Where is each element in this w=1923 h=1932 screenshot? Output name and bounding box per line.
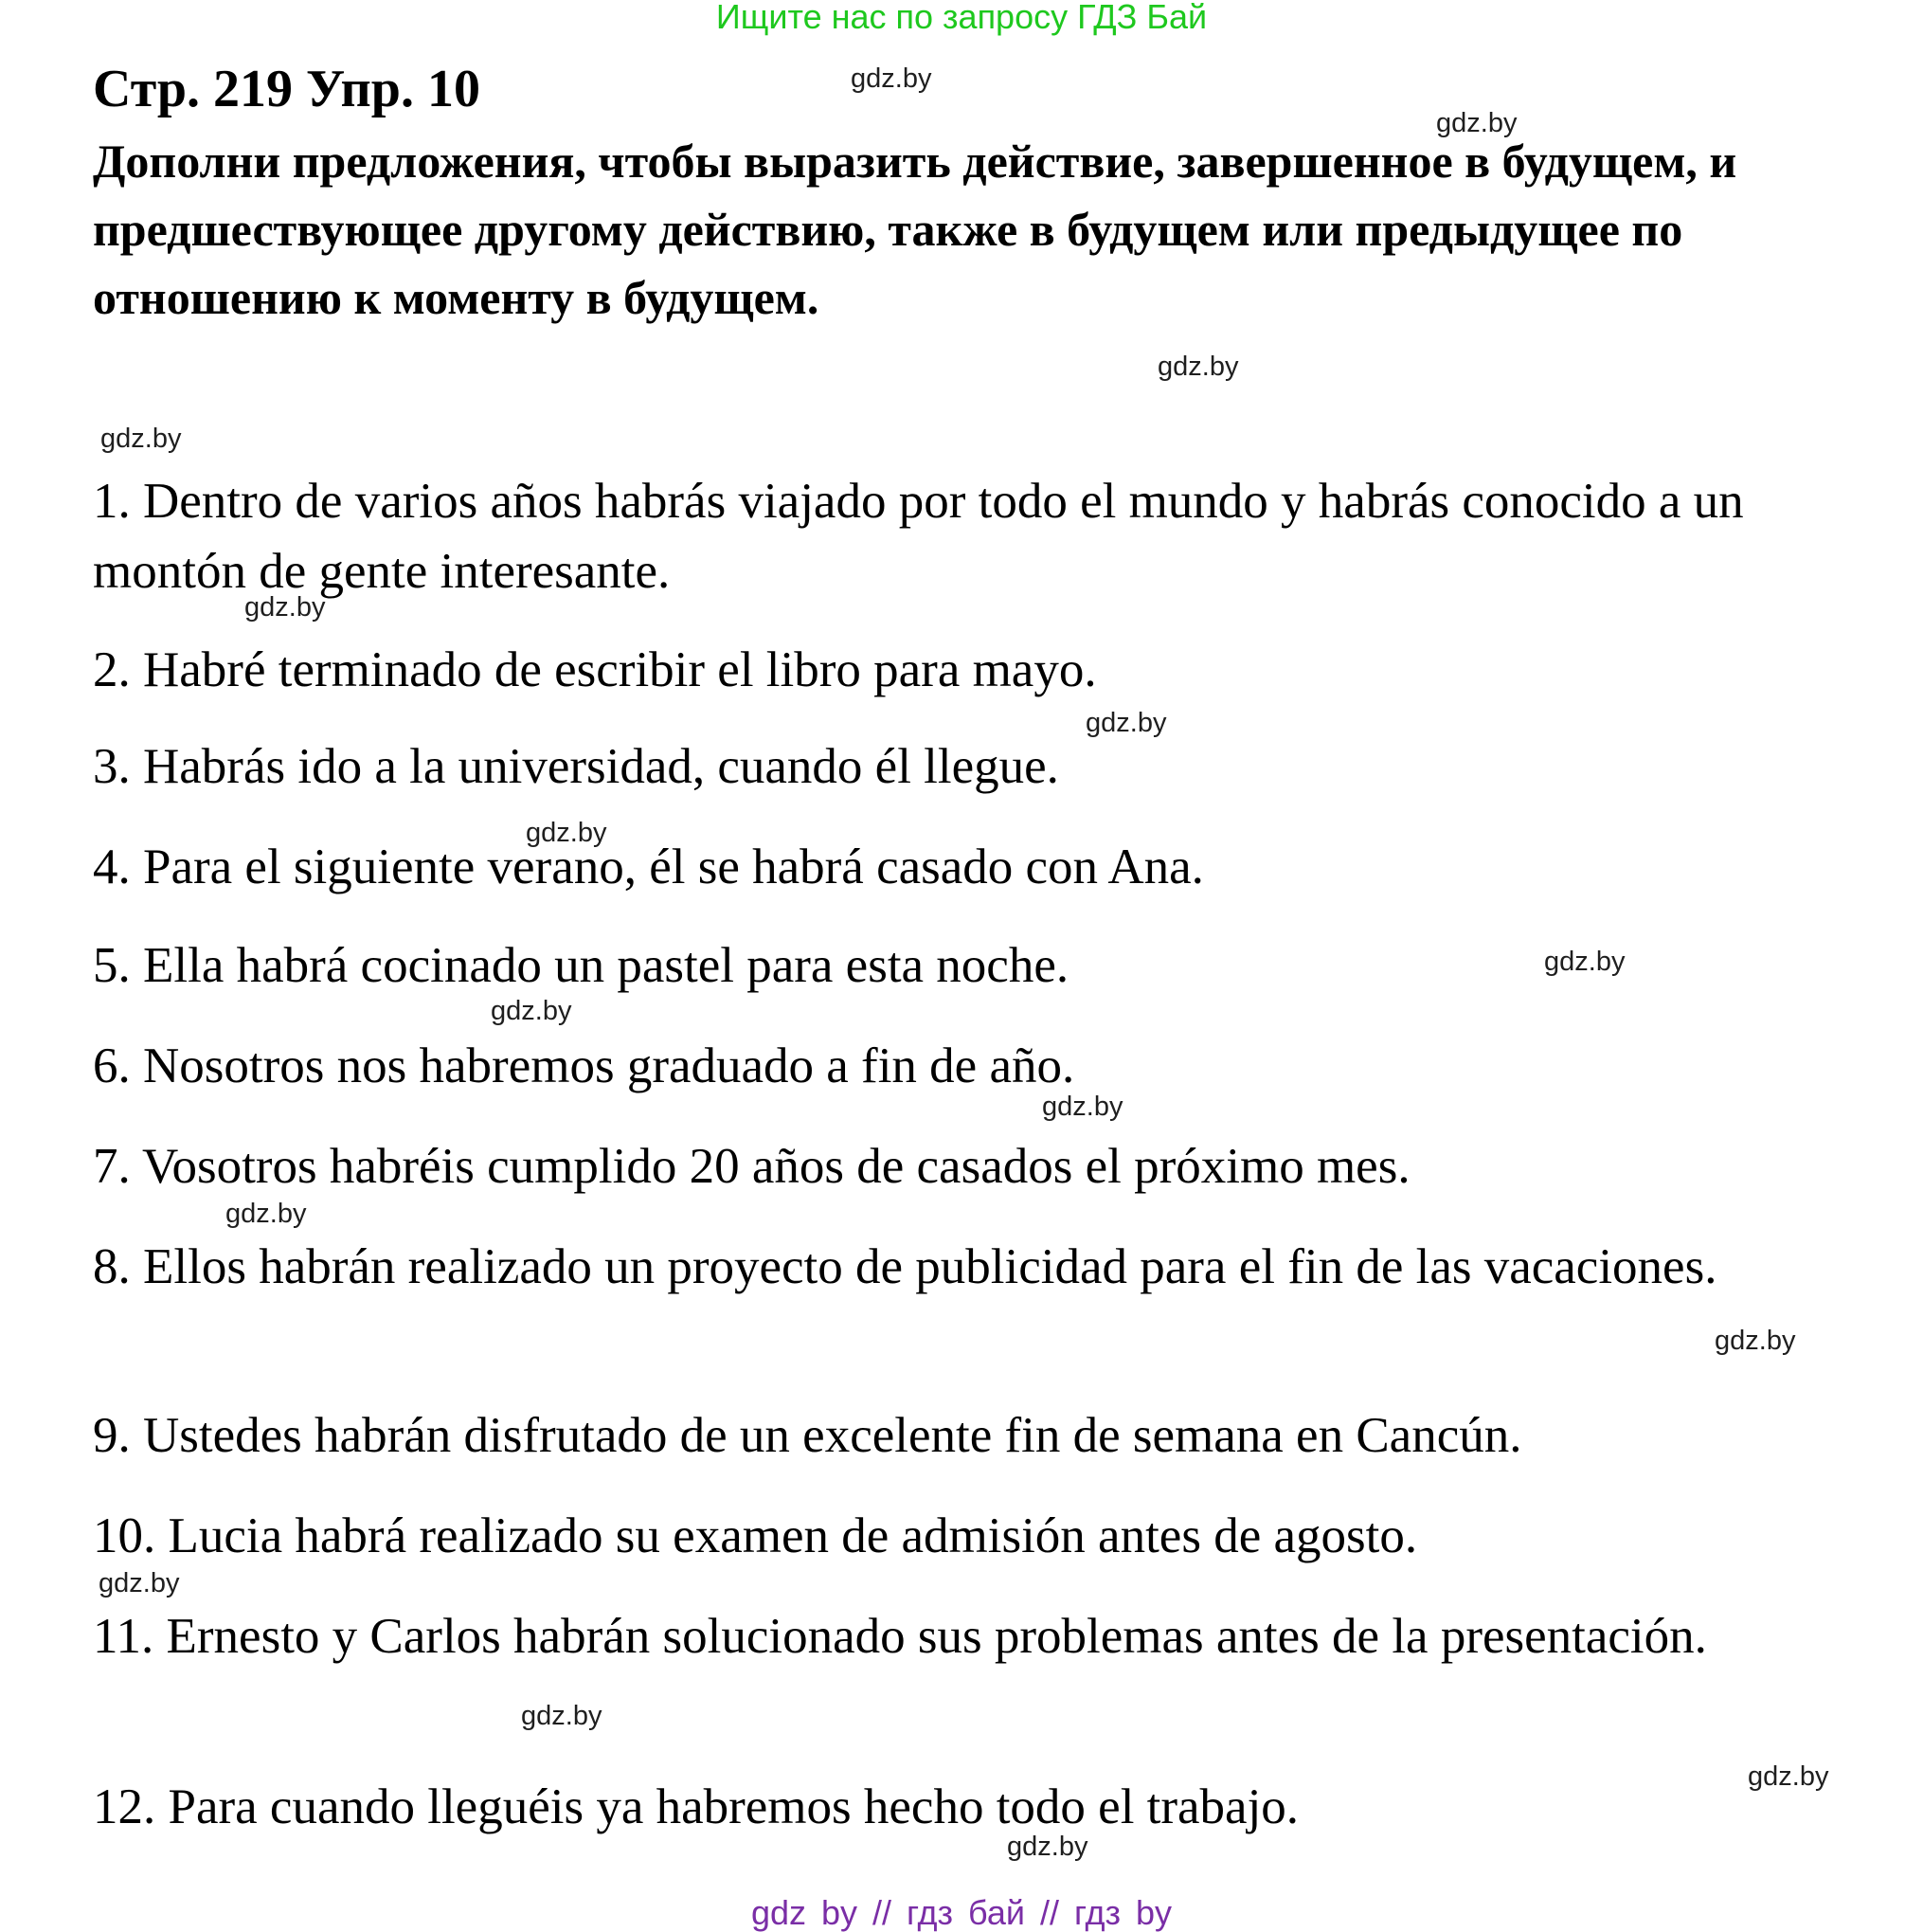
answer-9: 9. Ustedes habrán disfrutado de un excelente fin de semana en Cancún. [93,1408,1522,1463]
page-title: Стр. 219 Упр. 10 [93,60,480,118]
answer-4: 4. Para el siguiente verano, él se habrá casado con Ana. [93,840,1204,894]
exercise-instruction: Дополни предложения, чтобы выразить действие, завершенное в будущем, и предшествующее другому действию, также в будущем или предыдущее по отношению к моменту в будущем. [93,135,1737,324]
watermark: gdz.by [99,1568,180,1598]
answer-12: 12. Para cuando lleguéis ya habremos hecho todo el trabajo. [93,1779,1300,1834]
answer-5: 5. Ella habrá cocinado un pastel para esta noche. [93,938,1069,993]
watermark: gdz.by [1715,1326,1796,1356]
watermark: gdz.by [1748,1761,1829,1792]
watermark: gdz.by [1544,947,1626,977]
answer-11: 11. Ernesto y Carlos habrán solucionado sus problemas antes de la presentación. [93,1609,1707,1664]
watermark: gdz.by [244,592,326,623]
watermark: gdz.by [521,1701,602,1731]
watermark: gdz.by [1042,1092,1123,1122]
answer-7: 7. Vosotros habréis cumplido 20 años de casados el próximo mes. [93,1139,1411,1194]
answer-2: 2. Habré terminado de escribir el libro para mayo. [93,642,1097,697]
watermark: gdz.by [1158,352,1239,382]
answer-8: 8. Ellos habrán realizado un proyecto de publicidad para el fin de las vacaciones. [93,1239,1717,1294]
search-banner: Ищите нас по запросу ГДЗ Бай [715,0,1208,36]
watermark: gdz.by [851,63,932,94]
watermark: gdz.by [1086,708,1167,738]
answer-1: 1. Dentro de varios años habrás viajado por todo el mundo y habrás conocido a un montón de gente interesante. [93,474,1756,599]
watermark: gdz.by [225,1199,307,1229]
answer-3: 3. Habrás ido a la universidad, cuando él llegue. [93,739,1059,794]
watermark: gdz.by [1007,1832,1088,1862]
watermark: gdz.by [1436,108,1518,138]
answer-10: 10. Lucia habrá realizado su examen de admisión antes de agosto. [93,1508,1418,1563]
answer-6: 6. Nosotros nos habremos graduado a fin de año. [93,1038,1075,1093]
footer-banner: gdz by // гдз бай // гдз by [750,1893,1173,1932]
watermark: gdz.by [491,996,572,1026]
watermark: gdz.by [526,818,607,848]
watermark: gdz.by [100,424,182,454]
